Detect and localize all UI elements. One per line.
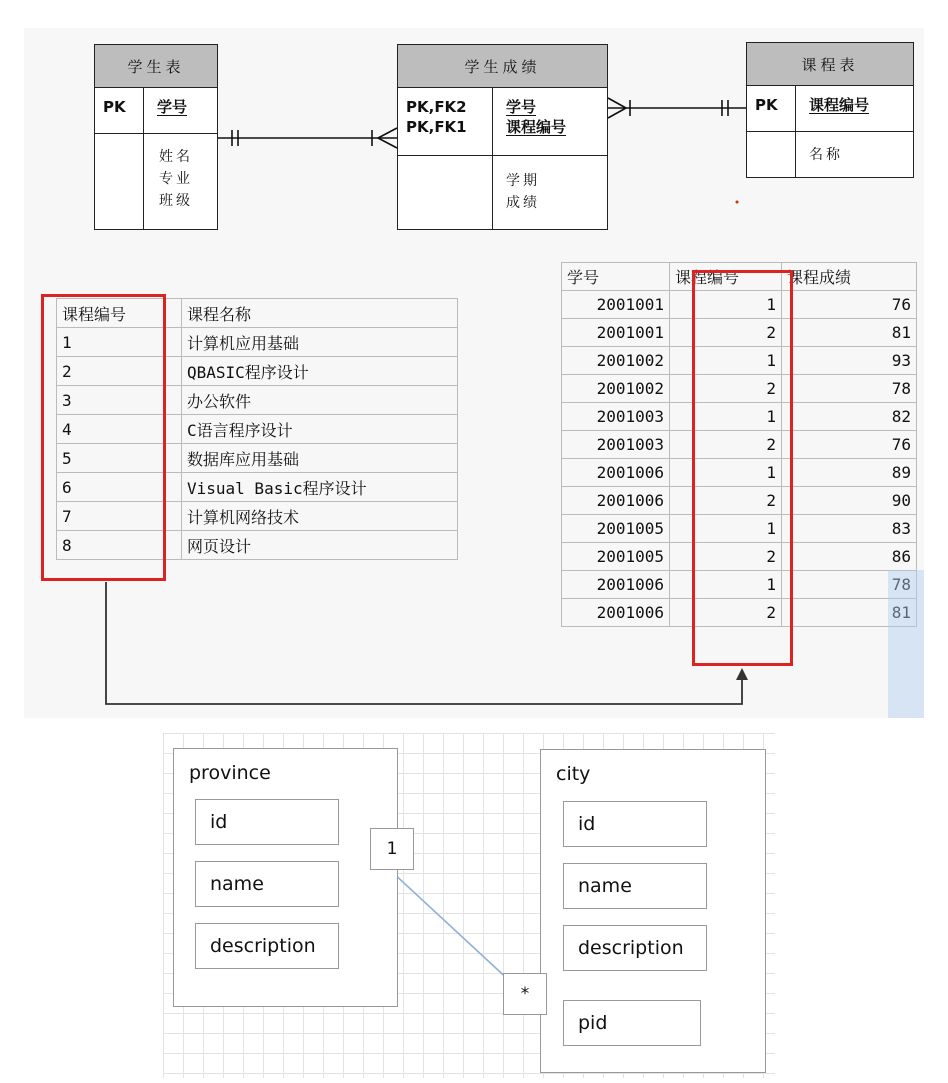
column-header: 课程成绩 [782, 263, 917, 291]
table-cell: 90 [782, 487, 917, 515]
table-cell: 2001005 [562, 543, 670, 571]
city-field-id: id [563, 801, 707, 847]
entity-score [397, 44, 608, 230]
table-cell: 2 [670, 375, 782, 403]
score-crowfoot-lower [378, 138, 397, 148]
multiplicity-one: 1 [370, 828, 414, 870]
table-cell: 2001003 [562, 403, 670, 431]
course-field: 名称 [809, 147, 843, 163]
table-cell: 7 [57, 502, 182, 531]
table-cell: QBASIC程序设计 [182, 357, 458, 386]
entity-course [746, 42, 914, 178]
table-cell: 4 [57, 415, 182, 444]
student-pk-label: PK [103, 98, 126, 116]
table-cell: 2001001 [562, 319, 670, 347]
province-field-description: description [195, 923, 339, 969]
table-cell: 76 [782, 291, 917, 319]
table-cell: C语言程序设计 [182, 415, 458, 444]
table-cell: 83 [782, 515, 917, 543]
table-cell: 2001001 [562, 291, 670, 319]
student-field: 姓名 [159, 149, 193, 165]
province-title: province [189, 762, 271, 784]
table-cell: 办公软件 [182, 386, 458, 415]
table-cell: 计算机网络技术 [182, 502, 458, 531]
table-cell: 93 [782, 347, 917, 375]
table-cell: 1 [57, 328, 182, 357]
table-cell: 1 [670, 571, 782, 599]
table-cell: 2 [57, 357, 182, 386]
course-pk-field: 课程编号 [809, 96, 870, 114]
score-crowfoot-right-lower [608, 108, 626, 118]
table-cell: 89 [782, 459, 917, 487]
table-cell: 2 [670, 487, 782, 515]
table-cell: 2001006 [562, 599, 670, 627]
table-cell: 78 [782, 571, 917, 599]
city-field-name: name [563, 863, 707, 909]
entity-score-title: 学生成绩 [398, 45, 607, 88]
score-crowfoot-right-upper [608, 98, 626, 108]
city-title: city [556, 763, 591, 785]
entity-province [173, 748, 398, 1007]
table-cell: 2001002 [562, 375, 670, 403]
score-key-field: 学号 [506, 98, 537, 116]
score-key-label: PK,FK2 [406, 98, 467, 116]
table-cell: 86 [782, 543, 917, 571]
student-pk-field: 学号 [157, 98, 188, 116]
table-cell: 78 [782, 375, 917, 403]
table-cell: 2 [670, 431, 782, 459]
table-cell: Visual Basic程序设计 [182, 473, 458, 502]
student-field: 专业 [159, 171, 193, 187]
table-cell: 2 [670, 599, 782, 627]
table-cell: 2001006 [562, 459, 670, 487]
table-cell: 8 [57, 531, 182, 560]
column-header: 课程编号 [57, 299, 182, 328]
column-header: 课程名称 [182, 299, 458, 328]
entity-student-title: 学生表 [95, 45, 217, 88]
table-cell: 数据库应用基础 [182, 444, 458, 473]
table-cell: 82 [782, 403, 917, 431]
stray-dot [736, 201, 739, 204]
table-cell: 1 [670, 403, 782, 431]
score-crowfoot-upper [378, 128, 397, 138]
table-link-arrowhead [736, 668, 748, 680]
table-cell: 3 [57, 386, 182, 415]
table-cell: 计算机应用基础 [182, 328, 458, 357]
student-field: 班级 [159, 193, 193, 209]
table-cell: 网页设计 [182, 531, 458, 560]
entity-course-title: 课程表 [747, 43, 913, 86]
table-cell: 81 [782, 599, 917, 627]
column-header: 学号 [562, 263, 670, 291]
table-cell: 1 [670, 515, 782, 543]
selection-tint [888, 570, 924, 718]
table-cell: 81 [782, 319, 917, 347]
table-cell: 76 [782, 431, 917, 459]
table-cell: 5 [57, 444, 182, 473]
province-field-id: id [195, 799, 339, 845]
table-cell: 6 [57, 473, 182, 502]
column-header: 课程编号 [670, 263, 782, 291]
table-cell: 2 [670, 319, 782, 347]
uml-canvas [163, 733, 775, 1078]
table-cell: 1 [670, 459, 782, 487]
table-cell: 2 [670, 543, 782, 571]
table-cell: 2001002 [562, 347, 670, 375]
score-key-field: 课程编号 [506, 118, 567, 136]
course-pk-label: PK [755, 96, 778, 114]
entity-city [540, 749, 766, 1073]
table-cell: 2001005 [562, 515, 670, 543]
city-field-pid: pid [563, 1000, 701, 1046]
table-cell: 2001006 [562, 571, 670, 599]
score-field: 成绩 [506, 195, 540, 211]
score-course-id-highlight [692, 270, 793, 666]
city-field-description: description [563, 925, 707, 971]
table-cell: 1 [670, 291, 782, 319]
course-id-highlight [41, 294, 166, 581]
table-cell: 2001006 [562, 487, 670, 515]
multiplicity-many: * [503, 973, 547, 1015]
table-cell: 2001003 [562, 431, 670, 459]
score-key-label: PK,FK1 [406, 118, 467, 136]
score-field: 学期 [506, 173, 540, 189]
table-cell: 1 [670, 347, 782, 375]
province-field-name: name [195, 861, 339, 907]
entity-student [94, 44, 218, 230]
